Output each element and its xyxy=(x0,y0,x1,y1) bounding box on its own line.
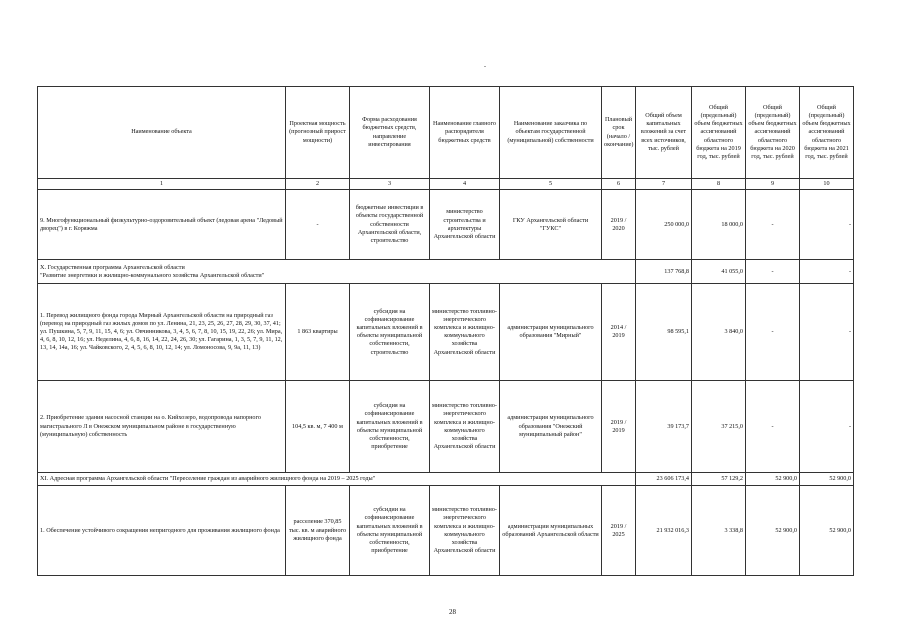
col-number: 1 xyxy=(38,179,286,190)
header-customer: Наименование заказчика по объектам государственной (муниципальной) собственности xyxy=(500,87,602,179)
section-row xyxy=(38,260,854,284)
customer: администрация муниципального образования "Мирный" xyxy=(500,284,602,381)
header-2021: Общий (предельный) объем бюджетных ассигнований областного бюджета на 2021 год, тыс. рублей xyxy=(800,87,854,179)
amount-2020: - xyxy=(746,190,800,260)
header-2020: Общий (предельный) объем бюджетных ассигнований областного бюджета на 2020 год, тыс. рублей xyxy=(746,87,800,179)
capacity: расселение 370,85 тыс. кв. м аварийного жилищного фонда xyxy=(286,486,350,576)
header-form: Форма расходования бюджетных средств, направление инвестирования xyxy=(350,87,430,179)
header-capacity: Проектная мощность (прогнозный прирост мощности) xyxy=(286,87,350,179)
header-row xyxy=(38,87,854,179)
col-number: 6 xyxy=(602,179,636,190)
total-amount: 23 606 173,4 xyxy=(636,473,692,486)
amount-2021: 52 900,0 xyxy=(800,486,854,576)
budget-manager: министерство топливно-энергетического комплекса и жилищно-коммунального хозяйства Архангельской области xyxy=(430,284,500,381)
col-number: 9 xyxy=(746,179,800,190)
period: 2019 / 2025 xyxy=(602,486,636,576)
capacity: 1 863 квартиры xyxy=(286,284,350,381)
object-name: 2. Приобретение здания насосной станции на о. Кийхозеро, водопровода напорного магистрального Л в Онежском муниципальном районе в государственную (муниципальную) собственность xyxy=(38,381,286,473)
capacity: - xyxy=(286,190,350,260)
budget-manager: министерство топливно-энергетического комплекса и жилищно-коммунального хозяйства Архангельской области xyxy=(430,381,500,473)
total-amount: 137 768,8 xyxy=(636,260,692,284)
amount-2020: - xyxy=(746,381,800,473)
total-amount: 21 932 016,3 xyxy=(636,486,692,576)
col-number: 10 xyxy=(800,179,854,190)
section-title: XI. Адресная программа Архангельской области "Переселение граждан из аварийного жилищного фонда на 2019 – 2025 годы" xyxy=(38,473,636,486)
total-amount: 98 595,1 xyxy=(636,284,692,381)
page-number: 28 xyxy=(449,608,456,616)
capital-investment-table xyxy=(37,86,854,576)
amount-2019: 3 338,8 xyxy=(692,486,746,576)
col-number: 4 xyxy=(430,179,500,190)
amount-2020: - xyxy=(746,284,800,381)
capacity: 104,5 кв. м, 7 400 м xyxy=(286,381,350,473)
col-number: 7 xyxy=(636,179,692,190)
funding-form: субсидии на софинансирование капитальных вложений в объекты муниципальной собственности, приобретение xyxy=(350,486,430,576)
amount-2020: 52 900,0 xyxy=(746,473,800,486)
customer: администрация муниципального образования "Онежский муниципальный район" xyxy=(500,381,602,473)
amount-2021: - xyxy=(800,260,854,284)
table-row xyxy=(38,284,854,381)
amount-2019: 3 840,0 xyxy=(692,284,746,381)
budget-manager: министерство топливно-энергетического комплекса и жилищно-коммунального хозяйства Архангельской области xyxy=(430,486,500,576)
amount-2019: 37 215,0 xyxy=(692,381,746,473)
amount-2019: 18 000,0 xyxy=(692,190,746,260)
section-row xyxy=(38,473,854,486)
object-name: 9. Многофункциональный физкультурно-оздоровительный объект (ледовая арена "Ледовый дворец") в г. Коряжма xyxy=(38,190,286,260)
header-total: Общий объем капитальных вложений за счет всех источников, тыс. рублей xyxy=(636,87,692,179)
amount-2019: 57 129,2 xyxy=(692,473,746,486)
amount-2021: 52 900,0 xyxy=(800,473,854,486)
amount-2021: - xyxy=(800,190,854,260)
period: 2019 / 2020 xyxy=(602,190,636,260)
budget-manager: министерство строительства и архитектуры Архангельской области xyxy=(430,190,500,260)
period: 2014 / 2019 xyxy=(602,284,636,381)
total-amount: 39 173,7 xyxy=(636,381,692,473)
funding-form: субсидия на софинансирование капитальных вложений в объекты муниципальной собственности, строительство xyxy=(350,284,430,381)
column-number-row xyxy=(38,179,854,190)
page-mark: . xyxy=(484,60,486,69)
section-title-line: "Развитие энергетики и жилищно-коммунального хозяйства Архангельской области" xyxy=(40,271,265,279)
funding-form: бюджетные инвестиции в объекты государственной собственности Архангельской области, строительство xyxy=(350,190,430,260)
funding-form: субсидия на софинансирование капитальных вложений в объекты муниципальной собственности, приобретение xyxy=(350,381,430,473)
amount-2019: 41 055,0 xyxy=(692,260,746,284)
header-period: Плановый срок (начало / окончание) xyxy=(602,87,636,179)
period: 2019 / 2019 xyxy=(602,381,636,473)
col-number: 8 xyxy=(692,179,746,190)
col-number: 2 xyxy=(286,179,350,190)
total-amount: 250 000,0 xyxy=(636,190,692,260)
table-row xyxy=(38,190,854,260)
section-title xyxy=(38,260,636,284)
col-number: 3 xyxy=(350,179,430,190)
amount-2021: - xyxy=(800,284,854,381)
amount-2020: 52 900,0 xyxy=(746,486,800,576)
header-manager: Наименование главного распорядителя бюджетных средств xyxy=(430,87,500,179)
header-object-name: Наименование объекта xyxy=(38,87,286,179)
table-row xyxy=(38,486,854,576)
table-row xyxy=(38,381,854,473)
amount-2020: - xyxy=(746,260,800,284)
customer: администрации муниципальных образований Архангельской области xyxy=(500,486,602,576)
object-name: 1. Обеспечение устойчивого сокращения непригодного для проживания жилищного фонда xyxy=(38,486,286,576)
customer: ГКУ Архангельской области "ГУКС" xyxy=(500,190,602,260)
amount-2021: - xyxy=(800,381,854,473)
section-title-line: X. Государственная программа Архангельской области xyxy=(40,263,185,271)
col-number: 5 xyxy=(500,179,602,190)
object-name: 1. Перевод жилищного фонда города Мирный Архангельской области на природный газ (перевод на природный газ жилых домов по ул. Ленина, 21, 23, 25, 26, 27, 28, 29, 30, 37, 41; ул. Пушкина, 5, 7, 9, 11, 15, 4, 6; ул. Овчинникова, 3, 4, 5, 6, 7, 8, 10, 15, 19, 22, 26; ул. Мира, 4, 6, 8, 10, 12, 16; ул. Неделина, 4, 6, 8, 16, 14, 22, 24, 26, 30; ул. Гагарина, 1, 3, 5, 7, 9, 11, 12, 13, 14, 14а, 16; ул. Чайковского, 2, 4, 5, 6, 8, 10, 12, 14; ул. Ломоносова, 9, 9а, 11, 13) xyxy=(38,284,286,381)
header-2019: Общий (предельный) объем бюджетных ассигнований областного бюджета на 2019 год, тыс. рублей xyxy=(692,87,746,179)
